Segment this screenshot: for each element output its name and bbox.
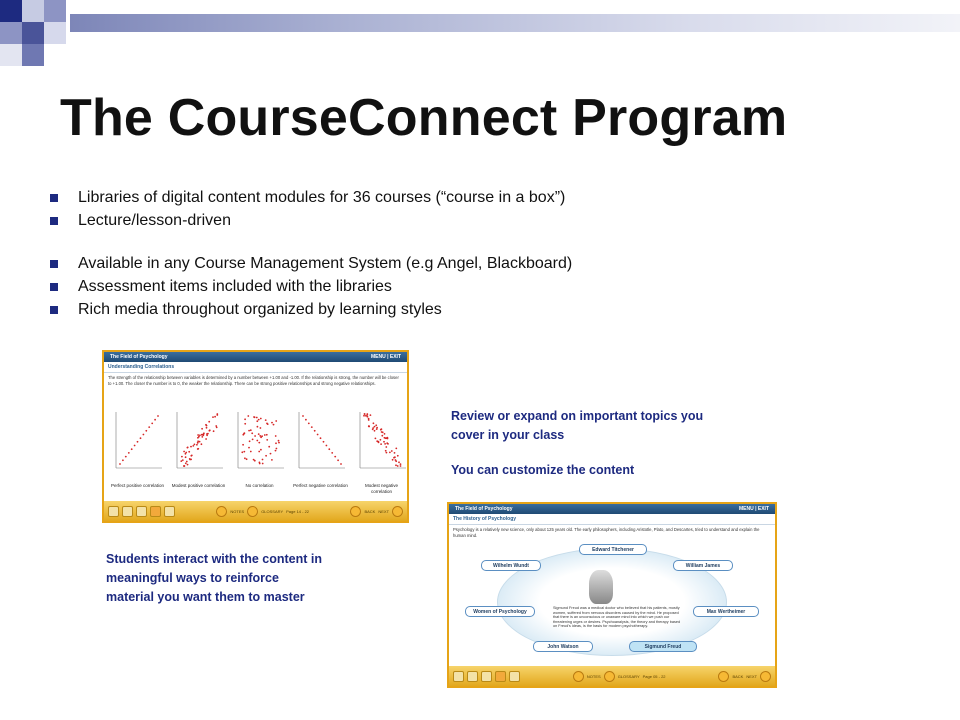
- scatter-dot: [370, 414, 372, 416]
- scatter-dot: [199, 441, 201, 443]
- screenshot-text: Psychology is a relatively new science, only about 125 years old. The early philosophers, including Aristotle, Plato, and Descartes, tried to understand and explain the human mind.: [453, 527, 760, 538]
- history-diagram: [449, 540, 775, 660]
- scatter-dot: [364, 413, 366, 415]
- scatter-dot: [148, 426, 150, 428]
- scatter-dot: [151, 423, 153, 425]
- scatter-dot: [206, 425, 208, 427]
- scatter-dot: [196, 444, 198, 446]
- learning-style-icon: [108, 506, 119, 517]
- screenshot-subtitle: The History of Psychology: [449, 514, 775, 525]
- scatter-dot: [244, 418, 246, 420]
- scatter-dot: [323, 441, 325, 443]
- scatter-dot: [382, 431, 384, 433]
- scatter-dot: [276, 448, 278, 450]
- scatter-dot: [374, 426, 376, 428]
- scatter-dot: [157, 415, 159, 417]
- scatter-dot: [215, 425, 217, 427]
- scatter-dot: [266, 439, 268, 441]
- scatter-dot: [251, 432, 253, 434]
- scatter-dot: [194, 444, 196, 446]
- scatter-dot: [188, 451, 190, 453]
- scatter-dot: [275, 420, 277, 422]
- scatter-dot: [122, 459, 124, 461]
- scatter-dot: [308, 423, 310, 425]
- scatter-dot: [192, 445, 194, 447]
- scatter-dot: [187, 464, 189, 466]
- scatter-dot: [314, 430, 316, 432]
- scatter-dot: [273, 424, 275, 426]
- scatter-dot: [384, 443, 386, 445]
- slide-title: The CourseConnect Program: [60, 89, 788, 147]
- scatter-dot: [198, 436, 200, 438]
- scatter-dot: [387, 443, 389, 445]
- scatter-dot: [180, 460, 182, 462]
- scatter-dot: [305, 419, 307, 421]
- screenshot-history: [447, 502, 777, 688]
- scatter-dot: [398, 461, 400, 463]
- scatter-dot: [376, 440, 378, 442]
- scatter-dot: [386, 437, 388, 439]
- scatter-dot: [214, 416, 216, 418]
- scatter-dot: [202, 434, 204, 436]
- scatter-dot: [125, 456, 127, 458]
- scatter-dot: [365, 415, 367, 417]
- screenshot-header: The Field of Psychology MENU | EXIT: [104, 352, 407, 362]
- bullet-item: Rich media throughout organized by learning styles: [50, 298, 572, 321]
- scatter-dot: [244, 457, 246, 459]
- scatter-dot: [265, 419, 267, 421]
- scatter-dot: [328, 448, 330, 450]
- scatter-dot: [375, 424, 377, 426]
- scatter-dot: [271, 422, 273, 424]
- scatter-dot: [385, 446, 387, 448]
- node-watson: John Watson: [533, 641, 593, 652]
- node-james: William James: [673, 560, 733, 571]
- scatter-dot: [302, 415, 304, 417]
- scatter-dot: [264, 434, 266, 436]
- scatter-dot: [267, 423, 269, 425]
- scatter-dot: [260, 427, 262, 429]
- scatter-dot: [260, 436, 262, 438]
- scatter-dot: [266, 434, 268, 436]
- callout-customize: You can customize the content: [451, 463, 635, 477]
- scatter-dot: [128, 452, 130, 454]
- scatter-dot: [242, 434, 244, 436]
- bullet-icon: [50, 306, 58, 314]
- scatter-dot: [154, 419, 156, 421]
- scatter-dot: [247, 415, 249, 417]
- scatter-dot: [259, 463, 261, 465]
- scatter-dot: [260, 418, 262, 420]
- scatter-dot: [331, 452, 333, 454]
- bullet-icon: [50, 283, 58, 291]
- scatter-dot: [334, 456, 336, 458]
- scatter-dot: [206, 427, 208, 429]
- plot-modest-positive: Modest positive correlation: [171, 408, 226, 508]
- learning-style-icon: [164, 506, 175, 517]
- learning-style-icon: [481, 671, 492, 682]
- scatter-dot: [119, 463, 121, 465]
- scatter-dot: [131, 448, 133, 450]
- scatter-dot: [248, 447, 250, 449]
- scatter-dot: [241, 451, 243, 453]
- scatter-dot: [137, 441, 139, 443]
- scatter-dot: [213, 430, 215, 432]
- scatter-dot: [257, 426, 259, 428]
- screenshot-header: The Field of Psychology MENU | EXIT: [449, 504, 775, 514]
- screenshot-footer: NOTES GLOSSARY Page 05 - 22 BACK NEXT: [449, 666, 775, 686]
- scatter-dot: [392, 459, 394, 461]
- scatter-dot: [190, 455, 192, 457]
- notes-icon: [216, 506, 227, 517]
- node-titchener: Edward Titchener: [579, 544, 647, 555]
- bullet-icon: [50, 194, 58, 202]
- scatter-dot: [134, 445, 136, 447]
- node-wundt: Wilhelm Wundt: [481, 560, 541, 571]
- scatter-dot: [395, 464, 397, 466]
- scatter-dot: [244, 423, 246, 425]
- scatter-dot: [207, 433, 209, 435]
- scatter-dot: [212, 416, 214, 418]
- callout-review: Review or expand on important topics you cover in your class: [451, 409, 704, 442]
- screenshot-subtitle: Understanding Correlations: [104, 362, 407, 373]
- scatter-dot: [366, 413, 368, 415]
- scatter-dot: [385, 450, 387, 452]
- scatter-dot: [185, 462, 187, 464]
- node-freud: Sigmund Freud: [629, 641, 697, 652]
- scatter-dot: [250, 429, 252, 431]
- scatter-dot: [311, 426, 313, 428]
- scatter-dot: [256, 417, 258, 419]
- scatter-dot: [197, 440, 199, 442]
- glossary-icon: [604, 671, 615, 682]
- scatter-dot: [254, 416, 256, 418]
- scatter-dot: [380, 443, 382, 445]
- scatter-dot: [384, 433, 386, 435]
- scatter-dot: [260, 449, 262, 451]
- plot-perfect-negative: Perfect negative correlation: [293, 408, 348, 508]
- scatter-dot: [205, 438, 207, 440]
- scatter-dot: [185, 452, 187, 454]
- scatter-dot: [381, 428, 383, 430]
- plot-no-correlation: No correlation: [232, 408, 287, 508]
- bullet-list: [50, 186, 572, 321]
- scatter-dot: [252, 439, 254, 441]
- scatter-dot: [265, 455, 267, 457]
- scatter-dot: [278, 440, 280, 442]
- scatter-dot: [253, 459, 255, 461]
- scatter-dot: [383, 441, 385, 443]
- scatter-dot: [268, 446, 270, 448]
- scatter-dot: [243, 451, 245, 453]
- scatter-dot: [275, 435, 277, 437]
- next-icon: [760, 671, 771, 682]
- scatter-dot: [184, 465, 186, 467]
- node-wertheimer: Max Wertheimer: [693, 606, 759, 617]
- scatter-dot: [400, 463, 402, 465]
- back-icon: [718, 671, 729, 682]
- scatter-dot: [386, 452, 388, 454]
- scatter-dot: [397, 465, 399, 467]
- header-gradient-band: [70, 14, 960, 32]
- scatter-dot: [185, 456, 187, 458]
- scatter-dot: [256, 420, 258, 422]
- scatter-dot: [140, 437, 142, 439]
- plot-modest-negative: Modest negative correlation: [354, 408, 409, 508]
- scatter-dot: [187, 447, 189, 449]
- scatter-dot: [368, 425, 370, 427]
- scatter-dot: [186, 461, 188, 463]
- scatter-dot: [326, 445, 328, 447]
- scatter-dot: [209, 430, 211, 432]
- node-women: Women of Psychology: [465, 606, 535, 617]
- scatter-dot: [201, 443, 203, 445]
- scatter-dot: [189, 458, 191, 460]
- freud-portrait: [589, 570, 613, 604]
- scatter-dot: [394, 456, 396, 458]
- scatter-dot: [216, 414, 218, 416]
- scatter-dot: [190, 446, 192, 448]
- glossary-icon: [247, 506, 258, 517]
- scatter-dot: [340, 463, 342, 465]
- scatter-dot: [258, 433, 260, 435]
- learning-style-icon: [495, 671, 506, 682]
- scatter-dot: [376, 428, 378, 430]
- scatter-dot: [397, 455, 399, 457]
- scatter-dot: [249, 440, 251, 442]
- scatter-dot: [395, 448, 397, 450]
- correlation-plots: [110, 408, 400, 508]
- scatter-dot: [182, 459, 184, 461]
- scatter-dot: [375, 438, 377, 440]
- back-icon: [350, 506, 361, 517]
- learning-style-icon: [136, 506, 147, 517]
- scatter-dot: [380, 439, 382, 441]
- scatter-dot: [275, 442, 277, 444]
- scatter-dot: [372, 427, 374, 429]
- learning-style-icon: [467, 671, 478, 682]
- scatter-dot: [183, 451, 185, 453]
- scatter-dot: [197, 434, 199, 436]
- bullet-icon: [50, 217, 58, 225]
- scatter-dot: [258, 442, 260, 444]
- scatter-dot: [374, 430, 376, 432]
- scatter-dot: [143, 434, 145, 436]
- bullet-item: Libraries of digital content modules for 36 courses (“course in a box”): [50, 186, 572, 209]
- scatter-dot: [373, 422, 375, 424]
- next-icon: [392, 506, 403, 517]
- scatter-dot: [400, 465, 402, 467]
- scatter-dot: [320, 437, 322, 439]
- scatter-dot: [197, 448, 199, 450]
- scatter-dot: [242, 444, 244, 446]
- freud-bio: Sigmund Freud was a medical doctor who believed that his patients, mostly women, suffered from nervous disorders caused by the mind. He proposed that there is an unconscious or unaware mind into which we push our threatening urges or desires. Psychoanalysis, the theory and therapy based on Freud's ideas, is the basis for modern psychotherapy.: [553, 606, 681, 629]
- scatter-dot: [256, 440, 258, 442]
- scatter-dot: [248, 430, 250, 432]
- scatter-dot: [381, 435, 383, 437]
- learning-style-icon: [122, 506, 133, 517]
- scatter-dot: [201, 428, 203, 430]
- scatter-dot: [395, 460, 397, 462]
- screenshot-correlations: [102, 350, 409, 523]
- bullet-icon: [50, 260, 58, 268]
- scatter-dot: [363, 415, 365, 417]
- scatter-dot: [208, 421, 210, 423]
- scatter-dot: [275, 450, 277, 452]
- plot-perfect-positive: Perfect positive correlation: [110, 408, 165, 508]
- scatter-dot: [246, 458, 248, 460]
- scatter-dot: [317, 434, 319, 436]
- scatter-dot: [201, 436, 203, 438]
- scatter-dot: [391, 450, 393, 452]
- notes-icon: [573, 671, 584, 682]
- learning-style-icon: [453, 671, 464, 682]
- scatter-dot: [181, 456, 183, 458]
- scatter-dot: [262, 463, 264, 465]
- scatter-dot: [254, 435, 256, 437]
- scatter-dot: [337, 459, 339, 461]
- scatter-dot: [278, 442, 280, 444]
- bullet-item: Lecture/lesson-driven: [50, 209, 572, 232]
- scatter-dot: [368, 418, 370, 420]
- scatter-dot: [145, 430, 147, 432]
- scatter-dot: [367, 416, 369, 418]
- scatter-dot: [206, 434, 208, 436]
- bullet-item: Available in any Course Management System (e.g Angel, Blackboard): [50, 252, 572, 275]
- scatter-dot: [270, 453, 272, 455]
- scatter-dot: [250, 451, 252, 453]
- scatter-dot: [258, 419, 260, 421]
- callout-students: Students interact with the content in meaningful ways to reinforce material you want them to master: [106, 552, 322, 604]
- bullet-item: Assessment items included with the libraries: [50, 275, 572, 298]
- scatter-dot: [197, 442, 199, 444]
- scatter-dot: [389, 452, 391, 454]
- scatter-dot: [258, 451, 260, 453]
- learning-style-icon: [509, 671, 520, 682]
- scatter-dot: [262, 459, 264, 461]
- screenshot-footer: NOTES GLOSSARY Page 14 - 22 BACK NEXT: [104, 501, 407, 521]
- scatter-dot: [271, 459, 273, 461]
- scatter-dot: [394, 452, 396, 454]
- screenshot-text: The strength of the relationship between variables is determined by a number between +1.00 and -1.00. If the relationship is strong, the number will be closer to +1.00. The closer the number is to 0, the weaker the relationship. There can be strong positive relationships and strong negative relationships.: [108, 375, 399, 386]
- learning-style-icon: [150, 506, 161, 517]
